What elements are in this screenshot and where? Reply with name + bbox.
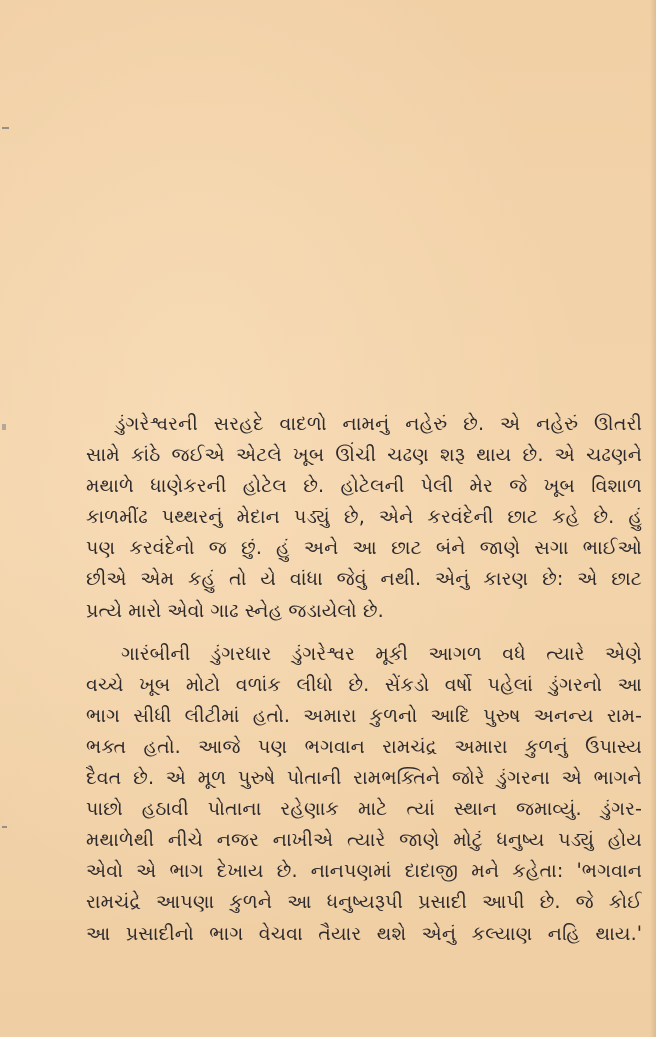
body-text	[86, 408, 642, 949]
text-line: ભક્ત હતો. આજે પણ ભગવાન રામચંદ્ર અમારા કુળનું ઉપાસ્ય	[86, 734, 642, 758]
margin-speck	[2, 826, 7, 828]
text-line: કાળમીંઢ પથ્થરનું મેદાન પડ્યું છે, એને કરવંદેની છાટ કહે છે. હું	[86, 505, 642, 529]
text-line: ગારંબીની ડુંગરધાર ડુંગરેશ્વર મૂકી આગળ વધે ત્યારે એણે	[121, 641, 642, 665]
text-line: મથાળે ધાણેકરની હોટેલ છે. હોટેલની પેલી મેર જે ખૂબ વિશાળ	[86, 474, 642, 498]
text-line: મથાળેથી નીચે નજર નાખીએ ત્યારે જાણે મોટું ધનુષ્ય પડ્યું હોય	[86, 828, 642, 852]
text-line: ડુંગરેશ્વરની સરહદે વાદળો નામનું નહેરું છે. એ નહેરું ઊતરી	[115, 412, 642, 435]
text-line: દૈવત છે. એ મૂળ પુરુષે પોતાની રામભક્તિને જોરે ડુંગરના એ ભાગને	[86, 766, 642, 790]
text-line: પાછો હઠાવી પોતાના રહેણાક માટે ત્યાં સ્થાન જમાવ્યું. ડુંગર-	[86, 797, 642, 821]
text-line: પ્રત્યે મારો એવો ગાઢ સ્નેહ જડાયેલો છે.	[86, 598, 384, 622]
text-line: સામે કાંઠે જઈએ એટલે ખૂબ ઊંચી ચઢણ શરૂ થાય છે. એ ચઢણને	[86, 443, 642, 467]
text-line: ભાગ સીધી લીટીમાં હતો. અમારા કુળનો આદિ પુરુષ અનન્ય રામ-	[86, 703, 642, 727]
margin-speck	[2, 127, 9, 129]
text-line: છીએ એમ કહું તો યે વાંધા જેવું નથી. એનું કારણ છે: એ છાટ	[86, 567, 642, 591]
text-line: પણ કરવંદેનો જ છું. હું અને આ છાટ બંને જાણે સગા ભાઈઓ	[86, 536, 642, 560]
text-line: વચ્ચે ખૂબ મોટો વળાંક લીધો છે. સેંકડો વર્ષો પહેલાં ડુંગરનો આ	[86, 672, 642, 696]
margin-speck	[2, 424, 6, 430]
text-line: આ પ્રસાદીનો ભાગ વેચવા તૈયાર થશે એનું કલ્યાણ નહિ થાય.'	[86, 921, 642, 945]
page-edge-shadow	[650, 0, 656, 1037]
text-line: એવો એ ભાગ દેખાય છે. નાનપણમાં દાદાજી મને કહેતા: 'ભગવાન	[86, 859, 642, 883]
paragraph-1	[86, 408, 642, 626]
paragraph-2	[86, 638, 642, 949]
text-line: રામચંદ્રે આપણા કુળને આ ધનુષ્યરૂપી પ્રસાદી આપી છે. જે કોઈ	[86, 890, 642, 914]
